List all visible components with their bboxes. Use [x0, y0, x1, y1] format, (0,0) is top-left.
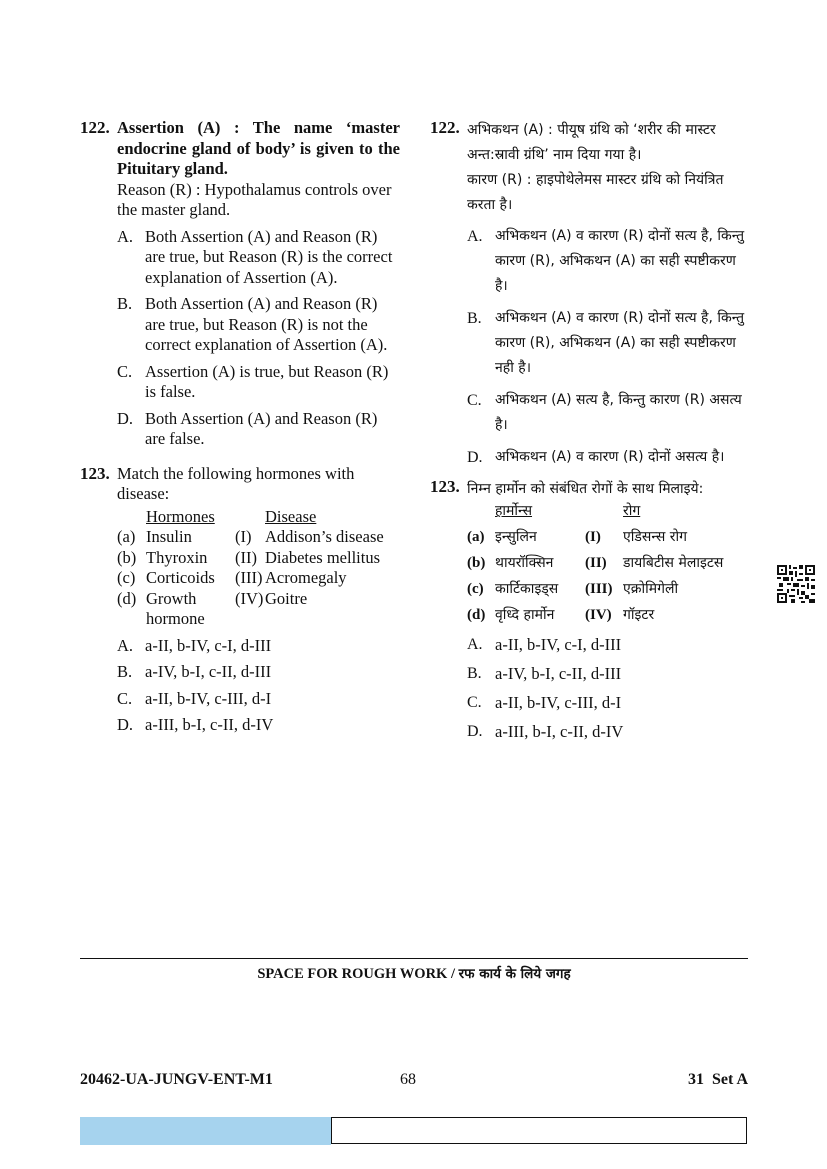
row-numeral: (III) — [235, 568, 263, 587]
question-stem: निम्न हार्मोन को संबंधित रोगों के साथ मिलाइये: — [467, 481, 704, 497]
match-row — [117, 568, 400, 589]
disease-name: Acromegaly — [265, 568, 347, 587]
option-text: a-III, b-I, c-II, d-IV — [495, 722, 624, 741]
option-d[interactable] — [117, 409, 400, 450]
option-text: a-IV, b-I, c-II, d-III — [145, 662, 272, 681]
assertion-text: अभिकथन (A) : पीयूष ग्रंथि को ‘शरीर की मास्टर अन्त:स्रावी ग्रंथि’ नाम दिया गया है। — [467, 122, 716, 163]
row-key: (d) — [117, 588, 137, 608]
hormone-name: थायरॉक्सिन — [495, 555, 554, 571]
match-row — [467, 524, 750, 550]
row-numeral: (II) — [585, 555, 607, 571]
row-key: (b) — [467, 555, 486, 571]
match-row — [117, 548, 400, 569]
disease-header: Disease — [265, 506, 317, 526]
footer-empty-box — [331, 1117, 747, 1144]
row-key: (d) — [467, 607, 486, 623]
hormone-name: Insulin — [146, 527, 192, 546]
question-stem — [117, 118, 400, 180]
question-122-en — [80, 118, 400, 450]
option-text: a-III, b-I, c-II, d-IV — [145, 715, 274, 734]
option-text: a-IV, b-I, c-II, d-III — [495, 664, 622, 683]
option-d[interactable] — [117, 715, 400, 736]
question-123-en — [80, 464, 400, 736]
option-letter: C. — [467, 392, 482, 409]
option-text: Both Assertion (A) and Reason (R) are true, but Reason (R) is the correct explanation of Assertion (A). — [145, 226, 393, 287]
option-text: Both Assertion (A) and Reason (R) are true, but Reason (R) is not the correct explanation of Assertion (A). — [145, 294, 388, 354]
option-a[interactable] — [117, 227, 400, 289]
hormone-name: कार्टिकाइड्स — [495, 581, 559, 597]
row-numeral: (I) — [235, 527, 252, 546]
qr-code-icon — [777, 565, 815, 603]
question-number: 122. — [80, 118, 110, 137]
rough-work-hi: रफ कार्य के लिये जगह — [458, 966, 571, 982]
hindi-column — [430, 118, 750, 748]
disease-name: Goitre — [265, 588, 308, 608]
option-text: a-II, b-IV, c-I, d-III — [145, 635, 272, 655]
disease-name: Diabetes mellitus — [265, 547, 381, 567]
english-column — [80, 118, 400, 742]
hormones-header: हार्मोन्स — [495, 503, 533, 519]
question-123-hi — [430, 477, 750, 746]
option-b[interactable] — [117, 294, 400, 356]
option-a[interactable] — [117, 636, 400, 657]
hormone-name: वृध्दि हार्मोन — [495, 607, 555, 623]
options-list — [467, 632, 750, 746]
option-c[interactable] — [117, 362, 400, 403]
option-c[interactable] — [467, 388, 750, 438]
question-number: 122. — [430, 118, 460, 137]
options-list — [467, 224, 750, 470]
option-letter: D. — [467, 723, 483, 740]
option-letter: B. — [117, 294, 133, 313]
match-header — [117, 507, 400, 528]
match-row — [467, 550, 750, 576]
assertion-text: The name ‘master endocrine gland of body’ is given to the Pituitary gland. — [117, 118, 400, 178]
page-footer — [80, 1071, 748, 1091]
option-text: a-II, b-IV, c-III, d-I — [145, 688, 272, 708]
option-letter: A. — [467, 228, 483, 245]
paper-code: 20462-UA-JUNGV-ENT-M1 — [80, 1071, 273, 1088]
hormone-name: इन्सुलिन — [495, 529, 537, 545]
option-letter: C. — [117, 688, 133, 708]
disease-name: डायबिटीस मेलाइटस — [623, 555, 724, 571]
match-row — [467, 602, 750, 628]
option-letter: D. — [117, 408, 134, 428]
option-letter: A. — [117, 635, 134, 655]
option-b[interactable] — [467, 661, 750, 688]
match-header — [467, 498, 750, 524]
question-number: 123. — [430, 477, 460, 496]
option-d[interactable] — [467, 445, 750, 470]
option-text: अभिकथन (A) व कारण (R) दोनों सत्य है, किन्तु कारण (R), अभिकथन (A) का सही स्पष्टीकरण है। — [495, 228, 745, 294]
reason-text: Reason (R) : Hypothalamus controls over the master gland. — [117, 179, 392, 219]
question-122-hi — [430, 118, 750, 470]
option-text: अभिकथन (A) सत्य है, किन्तु कारण (R) असत्य है। — [495, 392, 742, 433]
match-row — [117, 527, 400, 548]
row-numeral: (IV) — [585, 607, 612, 623]
row-numeral: (I) — [585, 529, 601, 545]
row-numeral: (II) — [235, 547, 257, 567]
disease-name: एडिसन्स रोग — [623, 529, 687, 545]
option-letter: B. — [117, 662, 133, 681]
match-row — [117, 589, 400, 630]
reason-text: कारण (R) : हाइपोथेलेमस मास्टर ग्रंथि को नियंत्रित करता है। — [467, 172, 724, 213]
option-text: Both Assertion (A) and Reason (R) are false. — [145, 408, 378, 448]
row-key: (c) — [117, 568, 136, 587]
option-letter: B. — [467, 310, 482, 327]
option-letter: C. — [467, 694, 482, 711]
row-key: (c) — [467, 581, 484, 597]
hormone-name: Thyroxin — [146, 547, 208, 567]
disease-name: एक्रोमिगेली — [623, 581, 679, 597]
hormone-name: Growth hormone — [146, 588, 205, 628]
match-table — [117, 507, 400, 630]
option-letter: A. — [467, 636, 483, 653]
option-b[interactable] — [467, 306, 750, 381]
option-c[interactable] — [467, 690, 750, 717]
option-letter: C. — [117, 361, 133, 381]
rough-work-en: SPACE FOR ROUGH WORK / — [257, 966, 459, 982]
option-text: a-II, b-IV, c-I, d-III — [495, 635, 622, 654]
hormones-header: Hormones — [146, 506, 215, 526]
question-number: 123. — [80, 463, 110, 483]
option-letter: D. — [117, 715, 134, 734]
option-text: अभिकथन (A) व कारण (R) दोनों असत्य है। — [495, 449, 725, 465]
options-list — [117, 636, 400, 736]
page-number: 68 — [400, 1071, 416, 1088]
hormone-name: Corticoids — [146, 568, 215, 587]
disease-name: गॉइटर — [623, 607, 655, 623]
row-numeral: (IV) — [235, 588, 264, 608]
assertion-prefix: Assertion (A) : — [117, 118, 253, 137]
option-a[interactable] — [467, 632, 750, 659]
option-c[interactable] — [117, 689, 400, 710]
row-key: (b) — [117, 547, 137, 567]
option-text: a-II, b-IV, c-III, d-I — [495, 693, 622, 712]
set-label: 31 Set A — [688, 1071, 748, 1088]
option-letter: D. — [467, 449, 483, 466]
match-row — [467, 576, 750, 602]
row-key: (a) — [467, 529, 485, 545]
options-list — [117, 227, 400, 450]
option-d[interactable] — [467, 719, 750, 746]
option-letter: B. — [467, 665, 482, 682]
disease-name: Addison’s disease — [265, 527, 384, 546]
rough-work-label — [80, 964, 748, 983]
footer-color-bar — [80, 1117, 331, 1145]
divider-rule — [80, 958, 748, 959]
option-text: अभिकथन (A) व कारण (R) दोनों सत्य है, किन्तु कारण (R), अभिकथन (A) का सही स्पष्टीकरण नही है। — [495, 310, 745, 376]
option-b[interactable] — [117, 662, 400, 683]
option-letter: A. — [117, 226, 134, 246]
question-stem: Match the following hormones with disease: — [117, 463, 355, 503]
disease-header: रोग — [623, 503, 641, 519]
match-table — [467, 498, 750, 628]
option-text: Assertion (A) is true, but Reason (R) is false. — [145, 361, 389, 401]
row-numeral: (III) — [585, 581, 613, 597]
option-a[interactable] — [467, 224, 750, 299]
row-key: (a) — [117, 527, 136, 546]
